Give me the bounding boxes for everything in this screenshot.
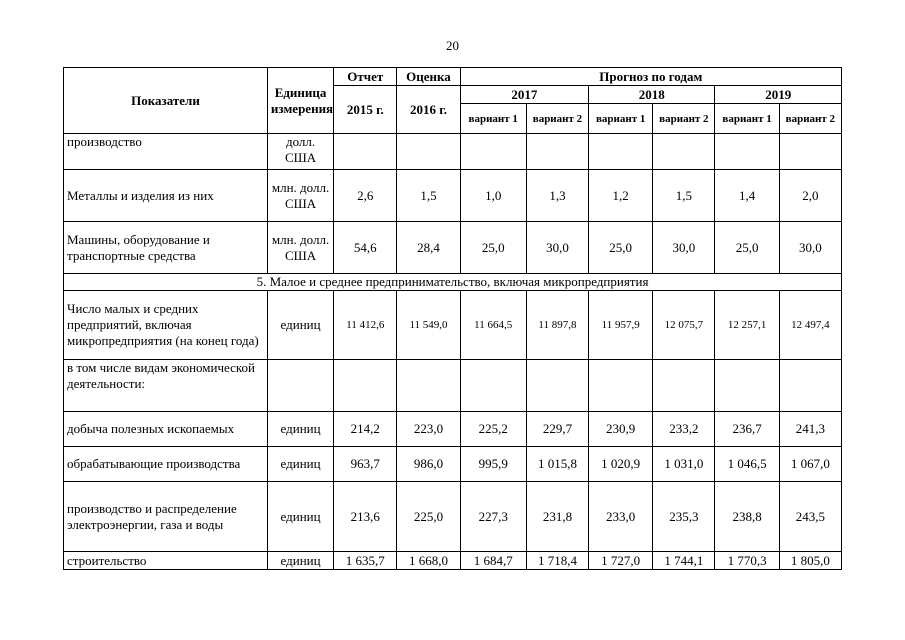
cell-value: 11 897,8 (526, 291, 588, 360)
cell-value (334, 360, 397, 412)
cell-value: 1,4 (715, 170, 779, 222)
cell-value: 986,0 (397, 447, 460, 482)
cell-value (653, 360, 715, 412)
cell-value: 1,2 (589, 170, 653, 222)
cell-value (779, 360, 841, 412)
table-row (64, 552, 842, 570)
cell-value: 238,8 (715, 482, 779, 552)
cell-value (397, 360, 460, 412)
header-indicators: Показатели (64, 68, 268, 134)
row-label: Машины, оборудование и транспортные средства (64, 222, 268, 274)
cell-value (397, 134, 460, 170)
cell-value (589, 360, 653, 412)
cell-value: 233,0 (589, 482, 653, 552)
cell-value (526, 360, 588, 412)
cell-value: 1 770,3 (715, 552, 779, 570)
cell-value: 229,7 (526, 412, 588, 447)
cell-value: 231,8 (526, 482, 588, 552)
table-row (64, 360, 842, 412)
cell-value: 1,5 (653, 170, 715, 222)
cell-value: 213,6 (334, 482, 397, 552)
row-unit: млн. долл. США (267, 222, 333, 274)
cell-value: 1 635,7 (334, 552, 397, 570)
cell-value: 1 015,8 (526, 447, 588, 482)
row-label: в том числе видам экономической деятельности: (64, 360, 268, 412)
cell-value: 963,7 (334, 447, 397, 482)
header-variant: вариант 2 (779, 104, 841, 134)
cell-value: 30,0 (653, 222, 715, 274)
header-variant: вариант 1 (460, 104, 526, 134)
cell-value: 1 684,7 (460, 552, 526, 570)
page-number: 20 (446, 38, 459, 53)
cell-value: 1,0 (460, 170, 526, 222)
header-variant: вариант 2 (526, 104, 588, 134)
cell-value: 25,0 (715, 222, 779, 274)
row-label: добыча полезных ископаемых (64, 412, 268, 447)
row-unit: единиц (267, 482, 333, 552)
cell-value: 1 031,0 (653, 447, 715, 482)
cell-value: 227,3 (460, 482, 526, 552)
header-year-report: 2015 г. (334, 86, 397, 134)
cell-value: 1 744,1 (653, 552, 715, 570)
row-unit: долл. США (267, 134, 333, 170)
header-year-2017: 2017 (460, 86, 588, 104)
row-unit: млн. долл. США (267, 170, 333, 222)
cell-value: 223,0 (397, 412, 460, 447)
cell-value (460, 134, 526, 170)
row-unit: единиц (267, 552, 333, 570)
cell-value: 1,5 (397, 170, 460, 222)
table-row (64, 222, 842, 274)
header-variant: вариант 1 (715, 104, 779, 134)
cell-value: 25,0 (589, 222, 653, 274)
row-label: Металлы и изделия из них (64, 170, 268, 222)
table-row (64, 447, 842, 482)
cell-value: 11 664,5 (460, 291, 526, 360)
table-row (64, 482, 842, 552)
row-label: строительство (64, 552, 268, 570)
row-label: производство и распределение электроэнергии, газа и воды (64, 482, 268, 552)
row-unit (267, 360, 333, 412)
cell-value: 995,9 (460, 447, 526, 482)
cell-value: 12 497,4 (779, 291, 841, 360)
header-estimate: Оценка (397, 68, 460, 86)
cell-value: 30,0 (779, 222, 841, 274)
cell-value: 243,5 (779, 482, 841, 552)
header-year-estimate: 2016 г. (397, 86, 460, 134)
cell-value: 1 668,0 (397, 552, 460, 570)
cell-value: 2,0 (779, 170, 841, 222)
cell-value (334, 134, 397, 170)
header-forecast: Прогноз по годам (460, 68, 841, 86)
cell-value: 1,3 (526, 170, 588, 222)
cell-value: 225,0 (397, 482, 460, 552)
cell-value: 30,0 (526, 222, 588, 274)
row-unit: единиц (267, 447, 333, 482)
cell-value (460, 360, 526, 412)
cell-value: 2,6 (334, 170, 397, 222)
cell-value: 12 257,1 (715, 291, 779, 360)
row-label: производство (64, 134, 268, 170)
cell-value: 233,2 (653, 412, 715, 447)
header-report: Отчет (334, 68, 397, 86)
cell-value: 11 412,6 (334, 291, 397, 360)
cell-value (526, 134, 588, 170)
header-year-2019: 2019 (715, 86, 842, 104)
cell-value: 235,3 (653, 482, 715, 552)
cell-value: 28,4 (397, 222, 460, 274)
cell-value (779, 134, 841, 170)
header-year-2018: 2018 (589, 86, 715, 104)
cell-value: 1 718,4 (526, 552, 588, 570)
cell-value (589, 134, 653, 170)
row-unit: единиц (267, 291, 333, 360)
cell-value: 25,0 (460, 222, 526, 274)
table-header (64, 68, 842, 134)
cell-value: 11 957,9 (589, 291, 653, 360)
cell-value: 225,2 (460, 412, 526, 447)
header-variant: вариант 1 (589, 104, 653, 134)
cell-value (715, 360, 779, 412)
cell-value: 1 046,5 (715, 447, 779, 482)
cell-value: 241,3 (779, 412, 841, 447)
cell-value (715, 134, 779, 170)
table-row (64, 134, 842, 170)
section-row (64, 274, 842, 291)
cell-value: 11 549,0 (397, 291, 460, 360)
cell-value: 54,6 (334, 222, 397, 274)
header-unit: Единица измерения (267, 68, 333, 134)
cell-value: 236,7 (715, 412, 779, 447)
row-label: обрабатывающие производства (64, 447, 268, 482)
cell-value: 1 805,0 (779, 552, 841, 570)
table-row (64, 291, 842, 360)
cell-value (653, 134, 715, 170)
section-title: 5. Малое и среднее предпринимательство, включая микропредприятия (64, 274, 842, 291)
forecast-table (63, 67, 842, 570)
cell-value: 12 075,7 (653, 291, 715, 360)
row-unit: единиц (267, 412, 333, 447)
cell-value: 1 020,9 (589, 447, 653, 482)
cell-value: 1 067,0 (779, 447, 841, 482)
table-row (64, 170, 842, 222)
cell-value: 230,9 (589, 412, 653, 447)
cell-value: 214,2 (334, 412, 397, 447)
table-row (64, 412, 842, 447)
cell-value: 1 727,0 (589, 552, 653, 570)
header-variant: вариант 2 (653, 104, 715, 134)
row-label: Число малых и средних предприятий, включая микропредприятия (на конец года) (64, 291, 268, 360)
